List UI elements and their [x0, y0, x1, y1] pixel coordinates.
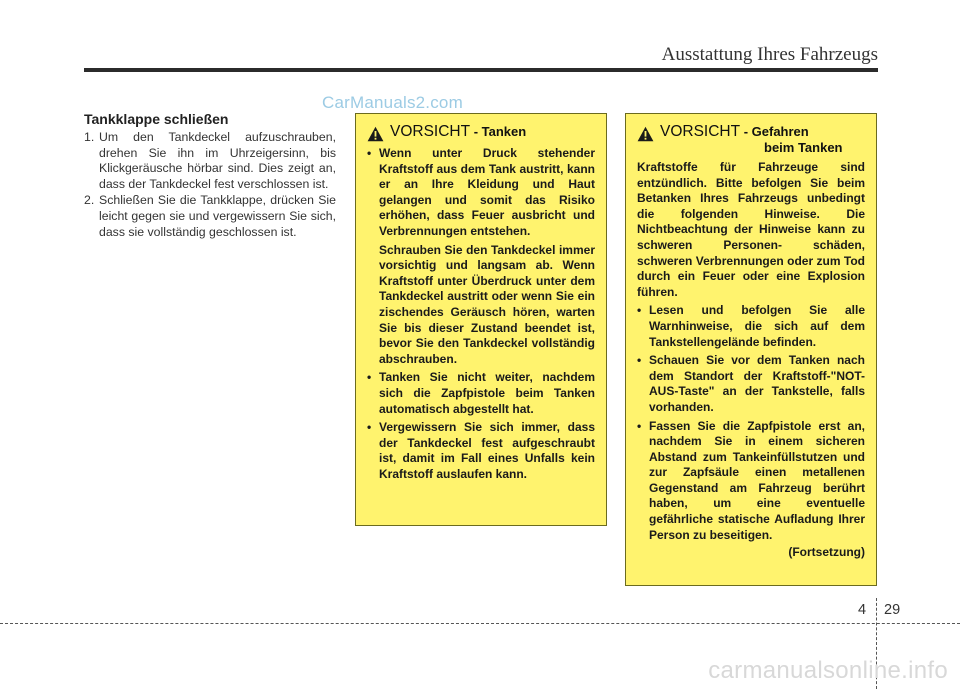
caution-body	[367, 146, 595, 482]
header-title: Ausstattung Ihres Fahrzeugs	[661, 44, 878, 65]
caution-title-sub: - Gefahren	[740, 124, 809, 139]
caution-header	[367, 124, 595, 142]
chapter-number: 4	[858, 602, 867, 618]
steps-list	[84, 130, 336, 240]
watermark-bottom: carmanualsonline.info	[708, 657, 948, 684]
left-column	[84, 111, 336, 241]
caution-bullet	[367, 146, 595, 367]
caution-bullets	[637, 303, 865, 543]
step-text: Schließen Sie die Tankklappe, drücken Sie leicht gegen sie und vergewissern Sie sich, dass sie vollständig geschlossen ist.	[99, 193, 336, 239]
caution-title-sub-line2: beim Tanken	[764, 140, 843, 155]
step-text: Um den Tankdeckel aufzuschrauben, drehen Sie ihn im Uhrzeigersinn, bis Klickgeräusche hörbar sind. Dies zeigt an, dass der Tankdeckel fest verschlossen ist.	[99, 130, 336, 191]
caution-bullet-subparagraph: Schrauben Sie den Tankdeckel immer vorsichtig und langsam ab. Wenn Kraftstoff unter Überdruck unter dem Tankdeckel austritt oder wenn Sie ein zischendes Geräusch hören, warten Sie bis dieser Zustand beendet ist, bevor Sie den Tankdeckel vollständig abschrauben.	[379, 242, 595, 366]
warning-triangle-icon	[367, 126, 384, 142]
caution-title-main: VORSICHT	[660, 123, 741, 140]
caution-title-sub: - Tanken	[470, 124, 527, 139]
step-number: 2.	[84, 193, 95, 208]
footer-dashed-rule	[0, 623, 960, 624]
warning-triangle-icon	[637, 126, 654, 142]
caution-bullet: • Fassen Sie die Zapfpistole erst an, nachdem Sie in einem sicheren Abstand zum Tankeinfüllstutzen und zur Zapfsäule einen metallenen Gegenstand am Fahrzeug berührt haben, um eine eventuelle gefährliche statische Aufladung Ihrer Person zu beseitigen.	[637, 419, 865, 544]
section-title: Tankklappe schließen	[84, 111, 229, 127]
caution-box-tanken	[355, 113, 607, 526]
caution-bullet: • Schauen Sie vor dem Tanken nach dem Standort der Kraftstoff-"NOT-AUS-Taste" an der Tankstelle, falls vorhanden.	[637, 353, 865, 415]
caution-body	[637, 160, 865, 561]
caution-title	[660, 124, 843, 156]
caution-bullets	[367, 146, 595, 482]
header-rule	[84, 68, 878, 72]
caution-bullet-text: Wenn unter Druck stehender Kraftstoff aus dem Tank austritt, kann er an Ihre Kleidung und Haut gelangen und somit das Risiko erhöhen, dass Feuer ausbricht und Verbrennungen entstehen.	[379, 146, 595, 238]
step-number: 1.	[84, 130, 95, 144]
caution-intro: Kraftstoffe für Fahrzeuge sind entzündlich. Bitte befolgen Sie beim Betanken Ihres Fahrzeugs unbedingt die folgenden Hinweise. Die Nichtbeachtung der Hinweise kann zu schweren Personen- schäden, schweren Verbrennungen oder zum Tod durch ein Feuer oder eine Explosion führen.	[637, 160, 865, 299]
caution-title-main: VORSICHT	[390, 123, 471, 140]
continuation-note: (Fortsetzung)	[788, 545, 865, 560]
watermark-top: CarManuals2.com	[322, 93, 463, 112]
caution-bullet: • Vergewissern Sie sich immer, dass der Tankdeckel fest aufgeschraubt ist, damit im Fall eines Unfalls kein Kraftstoff auslaufen kann.	[367, 420, 595, 482]
caution-bullet: • Lesen und befolgen Sie alle Warnhinweise, die sich auf dem Tankstellengelände befinden.	[637, 303, 865, 350]
caution-title	[390, 124, 526, 140]
caution-bullet: • Tanken Sie nicht weiter, nachdem sich die Zapfpistole beim Tanken automatisch abgestellt hat.	[367, 370, 595, 417]
caution-header	[637, 124, 865, 156]
step-item	[84, 130, 336, 192]
caution-box-gefahren	[625, 113, 877, 586]
page-number: 29	[884, 602, 901, 618]
step-item	[84, 193, 336, 240]
